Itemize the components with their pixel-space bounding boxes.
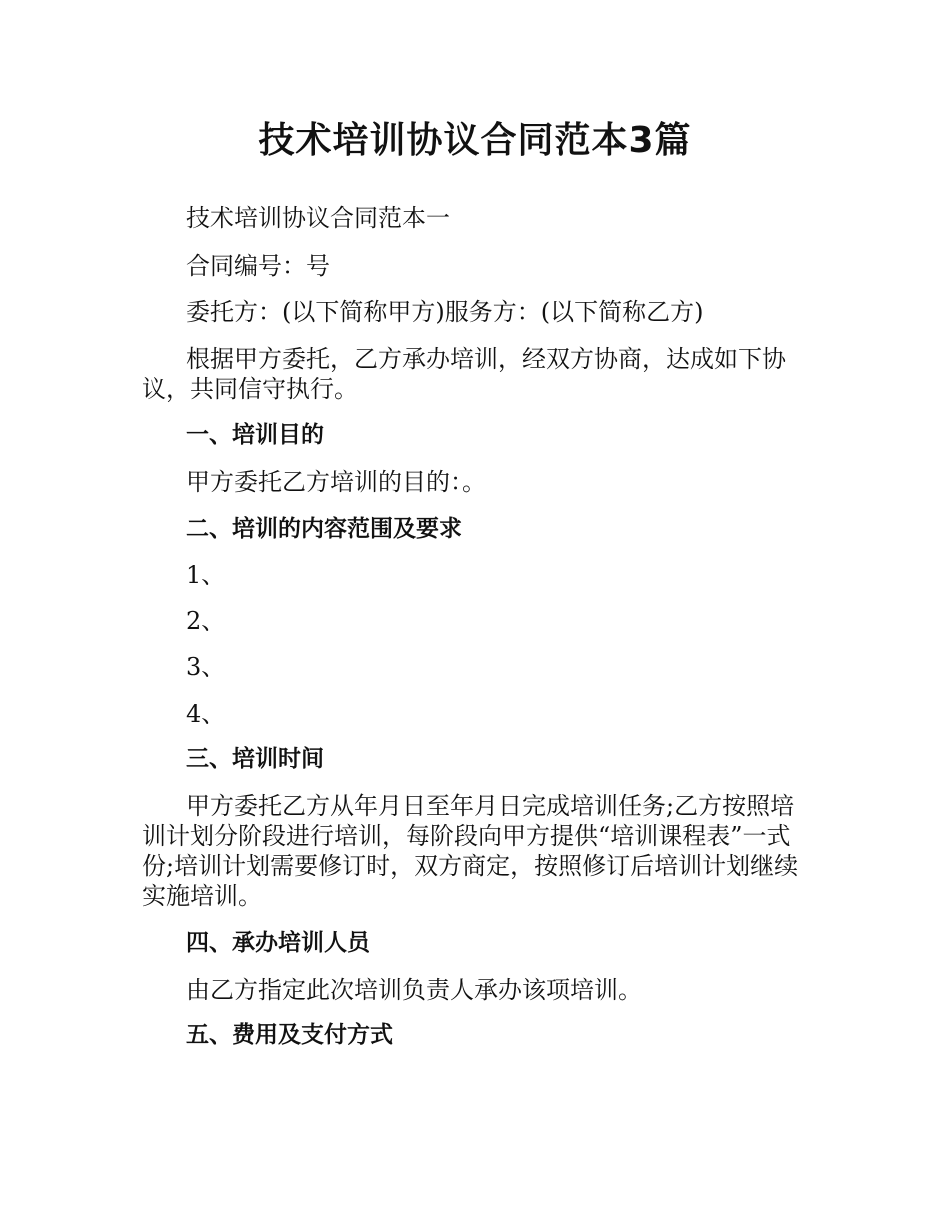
intro-paragraph: 根据甲方委托，乙方承办培训，经双方协商，达成如下协议，共同信守执行。 (142, 345, 786, 403)
heading-fees: 五、费用及支付方式 (186, 1022, 393, 1048)
scope-item-2: 2、 (186, 607, 226, 635)
scope-item-4: 4、 (186, 700, 226, 728)
heading-staff: 四、承办培训人员 (186, 930, 370, 956)
heading-purpose: 一、培训目的 (186, 422, 324, 448)
scope-item-3: 3、 (186, 653, 226, 681)
heading-time: 三、培训时间 (186, 746, 324, 772)
scope-item-1: 1、 (186, 561, 226, 589)
purpose-paragraph: 甲方委托乙方培训的目的：。 (186, 468, 486, 496)
time-paragraph: 甲方委托乙方从年月日至年月日完成培训任务;乙方按照培训计划分阶段进行培训，每阶段向甲方提供“培训课程表”一式份;培训计划需要修订时，双方商定，按照修订后培训计划继续实施培训。 (142, 792, 799, 910)
section-title-paragraph: 技术培训协议合同范本一 (186, 204, 450, 232)
heading-scope: 二、培训的内容范围及要求 (186, 516, 462, 542)
document-title: 技术培训协议合同范本3篇 (258, 120, 692, 161)
staff-paragraph: 由乙方指定此次培训负责人承办该项培训。 (186, 976, 642, 1004)
parties-paragraph: 委托方：(以下简称甲方)服务方：(以下简称乙方) (186, 298, 704, 326)
contract-number-paragraph: 合同编号：号 (186, 252, 330, 280)
